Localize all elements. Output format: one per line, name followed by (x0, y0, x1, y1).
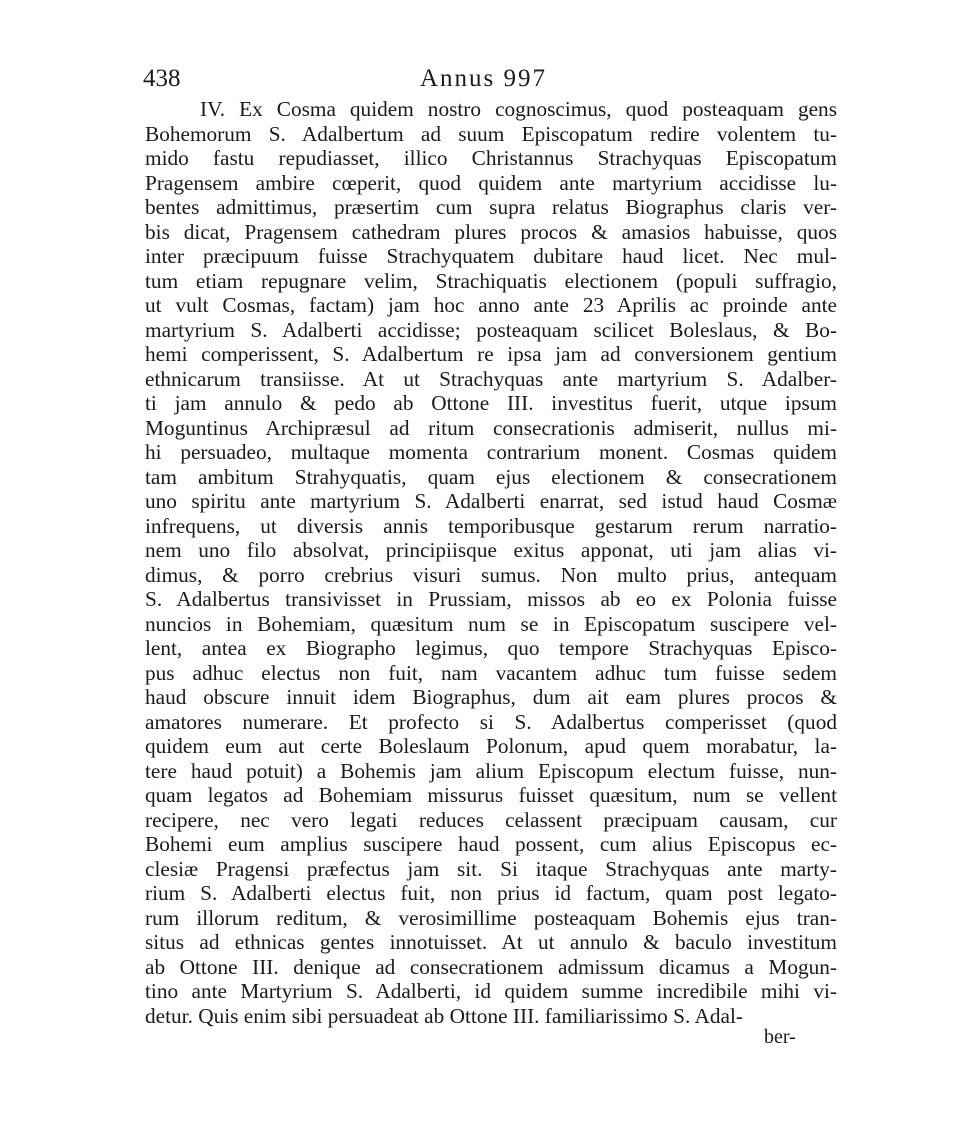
text-line: clesiæ Pragensi præfectus jam sit. Si itaque Strachyquas ante marty- (145, 856, 837, 881)
text-line: Pragensem ambire cœperit, quod quidem ante martyrium accidisse lu- (145, 170, 837, 195)
text-line: haud obscure innuit idem Biographus, dum ait eam plures procos & (145, 685, 837, 709)
text-line: tere haud potuit) a Bohemis jam alium Episcopum electum fuisse, nun- (145, 758, 837, 783)
text-line: martyrium S. Adalberti accidisse; posteaquam scilicet Boleslaus, & Bo- (145, 317, 837, 342)
text-line: inter præcipuum fuisse Strachyquatem dubitare haud licet. Nec mul- (145, 244, 837, 268)
text-line: rum illorum reditum, & verosimillime posteaquam Bohemis ejus tran- (145, 905, 837, 930)
text-line: hi persuadeo, multaque momenta contrarium monent. Cosmas quidem (145, 440, 837, 464)
text-line: situs ad ethnicas gentes innotuisset. At ut annulo & baculo investitum (145, 930, 837, 954)
text-line: nuncios in Bohemiam, quæsitum num se in Episcopatum suscipere vel- (145, 611, 837, 636)
text-line: S. Adalbertus transivisset in Prussiam, missos ab eo ex Polonia fuisse (145, 587, 837, 611)
text-line: hemi comperissent, S. Adalbertum re ipsa jam ad conversionem gentium (145, 342, 837, 366)
text-line: ut vult Cosmas, factam) jam hoc anno ante 23 Aprilis ac proinde ante (145, 293, 837, 317)
text-line: pus adhuc electus non fuit, nam vacantem adhuc tum fuisse sedem (145, 660, 837, 685)
text-line: ethnicarum transiisse. At ut Strachyquas ante martyrium S. Adalber- (145, 366, 837, 391)
text-line: ab Ottone III. denique ad consecrationem admissum dicamus a Mogun- (145, 954, 837, 979)
text-line: Moguntinus Archipræsul ad ritum consecrationis admiserit, nullus mi- (145, 415, 837, 440)
text-line: rium S. Adalberti electus fuit, non prius id factum, quam post legato- (145, 881, 837, 905)
catchword: ber- (764, 1026, 796, 1048)
running-head: Annus 997 (420, 65, 548, 92)
text-line: recipere, nec vero legati reduces celassent præcipuam causam, cur (145, 807, 837, 832)
text-line: detur. Quis enim sibi persuadeat ab Ottone III. familiarissimo S. Adal- (145, 1003, 743, 1028)
text-line: quidem eum aut certe Boleslaum Polonum, apud quem morabatur, la- (145, 734, 837, 758)
text-line: infrequens, ut diversis annis temporibusque gestarum rerum narratio- (145, 513, 837, 538)
text-line: Bohemi eum amplius suscipere haud possent, cum alius Episcopus ec- (145, 832, 837, 856)
text-line: quam legatos ad Bohemiam missurus fuisset quæsitum, num se vellent (145, 783, 837, 807)
text-line: mido fastu repudiasset, illico Christannus Strachyquas Episcopatum (145, 146, 837, 170)
page-number: 438 (143, 65, 181, 92)
text-line: IV. Ex Cosma quidem nostro cognoscimus, quod posteaquam gens (200, 97, 837, 121)
text-line: tam ambitum Strahyquatis, quam ejus electionem & consecrationem (145, 464, 837, 489)
text-line: Bohemorum S. Adalbertum ad suum Episcopatum redire volentem tu- (145, 121, 837, 146)
text-line: dimus, & porro crebrius visuri sumus. Non multo prius, antequam (145, 562, 837, 587)
text-line: tino ante Martyrium S. Adalberti, id quidem summe incredibile mihi vi- (145, 979, 837, 1003)
text-line: bis dicat, Pragensem cathedram plures procos & amasios habuisse, quos (145, 219, 837, 244)
text-line: tum etiam repugnare velim, Strachiquatis electionem (populi suffragio, (145, 268, 837, 293)
text-line: lent, antea ex Biographo legimus, quo tempore Strachyquas Episco- (145, 636, 837, 660)
text-line: uno spiritu ante martyrium S. Adalberti enarrat, sed istud haud Cosmæ (145, 489, 837, 513)
text-line: amatores numerare. Et profecto si S. Adalbertus comperisset (quod (145, 709, 837, 734)
text-line: nem uno filo absolvat, principiisque exitus apponat, uti jam alias vi- (145, 538, 837, 562)
text-line: bentes admittimus, præsertim cum supra relatus Biographus claris ver- (145, 195, 837, 219)
text-line: ti jam annulo & pedo ab Ottone III. investitus fuerit, utque ipsum (145, 391, 837, 415)
